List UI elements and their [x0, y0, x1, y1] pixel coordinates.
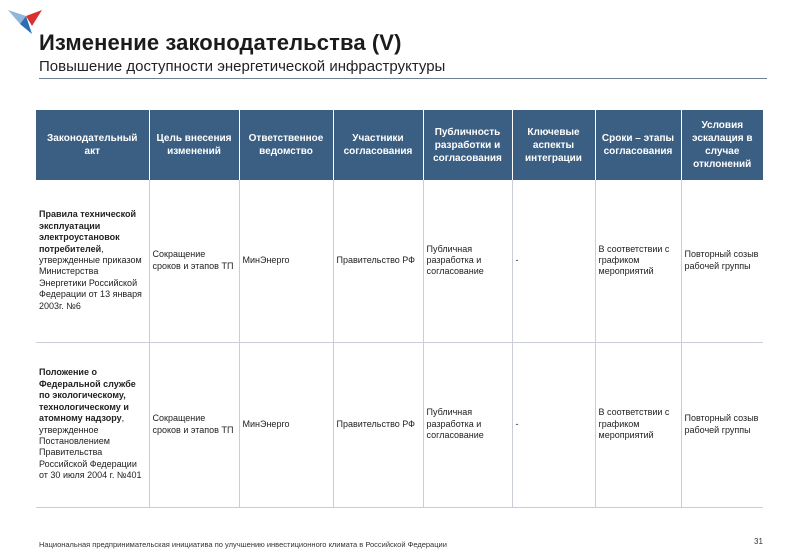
publicity-cell: Публичная разработка и согласование	[423, 180, 512, 342]
agency-cell: МинЭнерго	[239, 180, 333, 342]
escalation-cell: Повторный созыв рабочей группы	[681, 342, 763, 507]
column-header: Законодательный акт	[36, 110, 149, 180]
act-details: , утвержденное Постановлением Правительства Российской Федерации от 30 июля 2004 г. №401	[39, 413, 142, 481]
column-header: Цель внесения изменений	[149, 110, 239, 180]
act-cell	[36, 342, 149, 507]
column-header: Ключевые аспекты интеграции	[512, 110, 595, 180]
table-header-row	[36, 110, 763, 180]
aspects-cell: -	[512, 180, 595, 342]
column-header: Сроки – этапы согласования	[595, 110, 681, 180]
aspects-cell: -	[512, 342, 595, 507]
legislation-table	[36, 110, 763, 508]
agency-cell: МинЭнерго	[239, 342, 333, 507]
page-title: Изменение законодательства (V)	[39, 30, 402, 55]
escalation-cell: Повторный созыв рабочей группы	[681, 180, 763, 342]
column-header: Условия эскалация в случае отклонений	[681, 110, 763, 180]
title-divider	[39, 78, 767, 79]
column-header: Ответственное ведомство	[239, 110, 333, 180]
act-details: , утвержденные приказом Министерства Энергетики Российской Федерации от 13 января 2003г. №6	[39, 243, 142, 311]
column-header: Публичность разработки и согласования	[423, 110, 512, 180]
goal-cell: Сокращение сроков и этапов ТП	[149, 342, 239, 507]
goal-cell: Сокращение сроков и этапов ТП	[149, 180, 239, 342]
terms-cell: В соответствии с графиком мероприятий	[595, 342, 681, 507]
footer-text: Национальная предпринимательская инициатива по улучшению инвестиционного климата в Российской Федерации	[39, 540, 447, 549]
table-row	[36, 342, 763, 507]
participants-cell: Правительство РФ	[333, 342, 423, 507]
act-title: Положение о Федеральной службе по экологическому, технологическому и атомному надзору	[39, 367, 136, 424]
terms-cell: В соответствии с графиком мероприятий	[595, 180, 681, 342]
publicity-cell: Публичная разработка и согласование	[423, 342, 512, 507]
act-title: Правила технической эксплуатации электроустановок потребителей	[39, 209, 137, 254]
page-subtitle: Повышение доступности энергетической инфраструктуры	[39, 58, 446, 75]
page-number: 31	[754, 537, 763, 546]
participants-cell: Правительство РФ	[333, 180, 423, 342]
act-cell	[36, 180, 149, 342]
column-header: Участники согласования	[333, 110, 423, 180]
table-row	[36, 180, 763, 342]
